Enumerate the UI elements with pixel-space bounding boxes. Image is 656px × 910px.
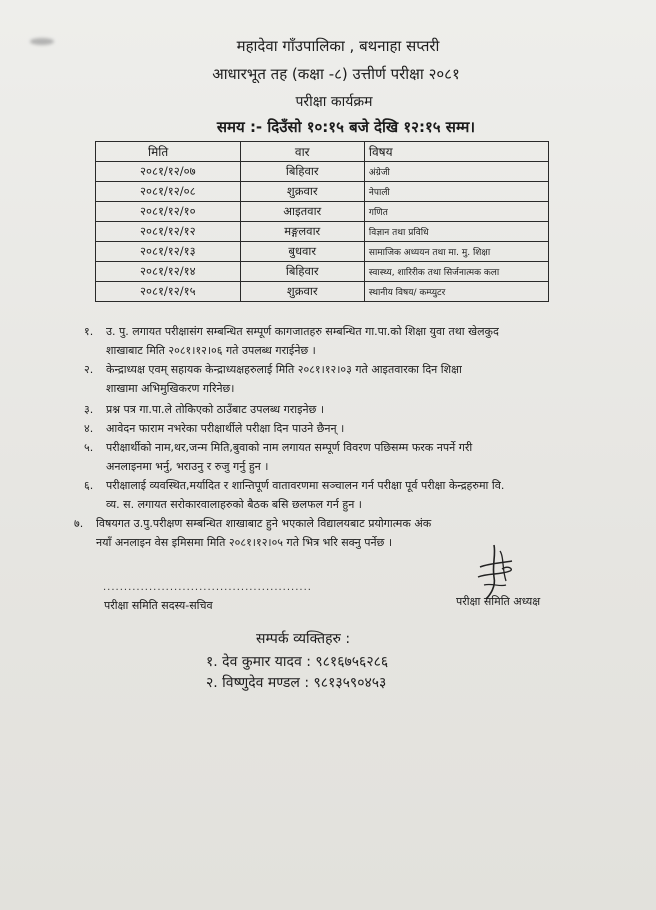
exam-schedule-table (95, 141, 549, 302)
cell-subject: गणित (364, 202, 548, 222)
table-header-row (96, 142, 549, 162)
cell-subject: अंग्रेजी (364, 162, 548, 182)
instruction-line: परीक्षालाई व्यवस्थित,मर्यादित र शान्तिपूर्ण वातावरणमा सञ्चालन गर्न परीक्षा पूर्व परीक्षा केन्द्रहरुमा वि. (106, 479, 505, 492)
cell-day: शुक्रवार (240, 182, 364, 202)
instruction-line: उ. पु. लगायत परीक्षासंग सम्बन्धित सम्पूर्ण कागजातहरु सम्बन्धित गा.पा.को शिक्षा युवा तथा खेलकुद (106, 325, 499, 338)
exam-title: आधारभूत तह (कक्षा -८) उत्तीर्ण परीक्षा २०८१ (212, 65, 460, 83)
instruction-number: २. (84, 363, 94, 376)
cell-subject: नेपाली (364, 182, 548, 202)
cell-day: बिहिवार (240, 162, 364, 182)
instruction-line: विषयगत उ.पु.परीक्षण सम्बन्धित शाखाबाट हुने भएकाले विद्यालयबाट प्रयोगात्मक अंक (96, 517, 432, 530)
instruction-line: आवेदन फाराम नभरेका परीक्षार्थीले परीक्षा दिन पाउने छैनन् । (106, 422, 345, 435)
table-row (96, 282, 549, 302)
table-row (96, 242, 549, 262)
instruction-number: ५. (84, 441, 94, 454)
instruction-number: १. (84, 325, 94, 338)
cell-day: मङ्गलवार (240, 222, 364, 242)
instruction-line: शाखामा अभिमुखिकरण गरिनेछ। (106, 382, 235, 395)
contact-item: १. देव कुमार यादव : ९८१६७५६२८६ (206, 654, 389, 670)
instruction-line: व्य. स. लगायत सरोकारवालाहरुको बैठक बसि छलफल गर्न हुन । (106, 498, 362, 511)
municipality-title: महादेवा गाँउपालिका , बथनाहा सप्तरी (236, 37, 440, 55)
instruction-line: अनलाइनमा भर्नु, भराउनु र रुजु गर्नु हुन । (106, 460, 269, 473)
cell-day: बिहिवार (240, 262, 364, 282)
cell-subject: सामाजिक अध्ययन तथा मा. मु. शिक्षा (364, 242, 548, 262)
exam-program-heading: परीक्षा कार्यक्रम (295, 94, 373, 110)
member-secretary-label: परीक्षा समिति सदस्य-सचिव (104, 599, 213, 612)
cell-day: बुधवार (240, 242, 364, 262)
instruction-number: ६. (84, 479, 94, 492)
instruction-line: प्रश्न पत्र गा.पा.ले तोकिएको ठाउँबाट उपलब्ध गराइनेछ । (106, 403, 325, 416)
cell-date: २०८१/१२/१३ (96, 242, 241, 262)
table-row (96, 182, 549, 202)
instruction-number: ७. (74, 517, 84, 530)
instruction-line: नयाँ अनलाइन वेस इमिसमा मिति २०८१।१२।०५ गते भित्र भरि सक्नु पर्नेछ । (96, 536, 393, 549)
instruction-number: ३. (84, 403, 94, 416)
exam-time: समय :- दिउँसो १०:१५ बजे देखि १२:१५ सम्म। (216, 118, 476, 136)
header-subject: विषय (364, 142, 548, 162)
cell-date: २०८१/१२/१५ (96, 282, 241, 302)
cell-date: २०८१/१२/१० (96, 202, 241, 222)
cell-subject: स्वास्थ्य, शारिरीक तथा सिर्जनात्मक कला (364, 262, 548, 282)
table-row (96, 222, 549, 242)
cell-day: शुक्रवार (240, 282, 364, 302)
cell-day: आइतवार (240, 202, 364, 222)
cell-date: २०८१/१२/१४ (96, 262, 241, 282)
instruction-line: केन्द्राध्यक्ष एवम् सहायक केन्द्राध्यक्षहरुलाई मिति २०८१।१२।०३ गते आइतवारका दिन शिक्षा (106, 363, 462, 376)
cell-subject: विज्ञान तथा प्रविधि (364, 222, 548, 242)
committee-chair-label: परीक्षा समिति अध्यक्ष (456, 595, 541, 608)
contact-item: २. विष्णुदेव मण्डल : ९८१३५९०४५३ (206, 675, 387, 691)
signature-dotted-line: .................................................. (103, 582, 312, 593)
contacts-heading: सम्पर्क व्यक्तिहरु : (256, 631, 351, 647)
cell-date: २०८१/१२/०७ (96, 162, 241, 182)
cell-date: २०८१/१२/०८ (96, 182, 241, 202)
table-row (96, 162, 549, 182)
table-row (96, 262, 549, 282)
cell-subject: स्थानीय विषय/ कम्प्युटर (364, 282, 548, 302)
instruction-line: शाखाबाट मिति २०८१।१२।०६ गते उपलब्ध गराईनेछ । (106, 344, 316, 357)
cell-date: २०८१/१२/१२ (96, 222, 241, 242)
instruction-line: परीक्षार्थीको नाम,थर,जन्म मिति,बुवाको नाम लगायत सम्पूर्ण विवरण पछिसम्म फरक नपर्ने गरी (106, 441, 473, 454)
header-date: मिति (96, 142, 241, 162)
instruction-number: ४. (84, 422, 94, 435)
table-row (96, 202, 549, 222)
header-day: वार (240, 142, 364, 162)
